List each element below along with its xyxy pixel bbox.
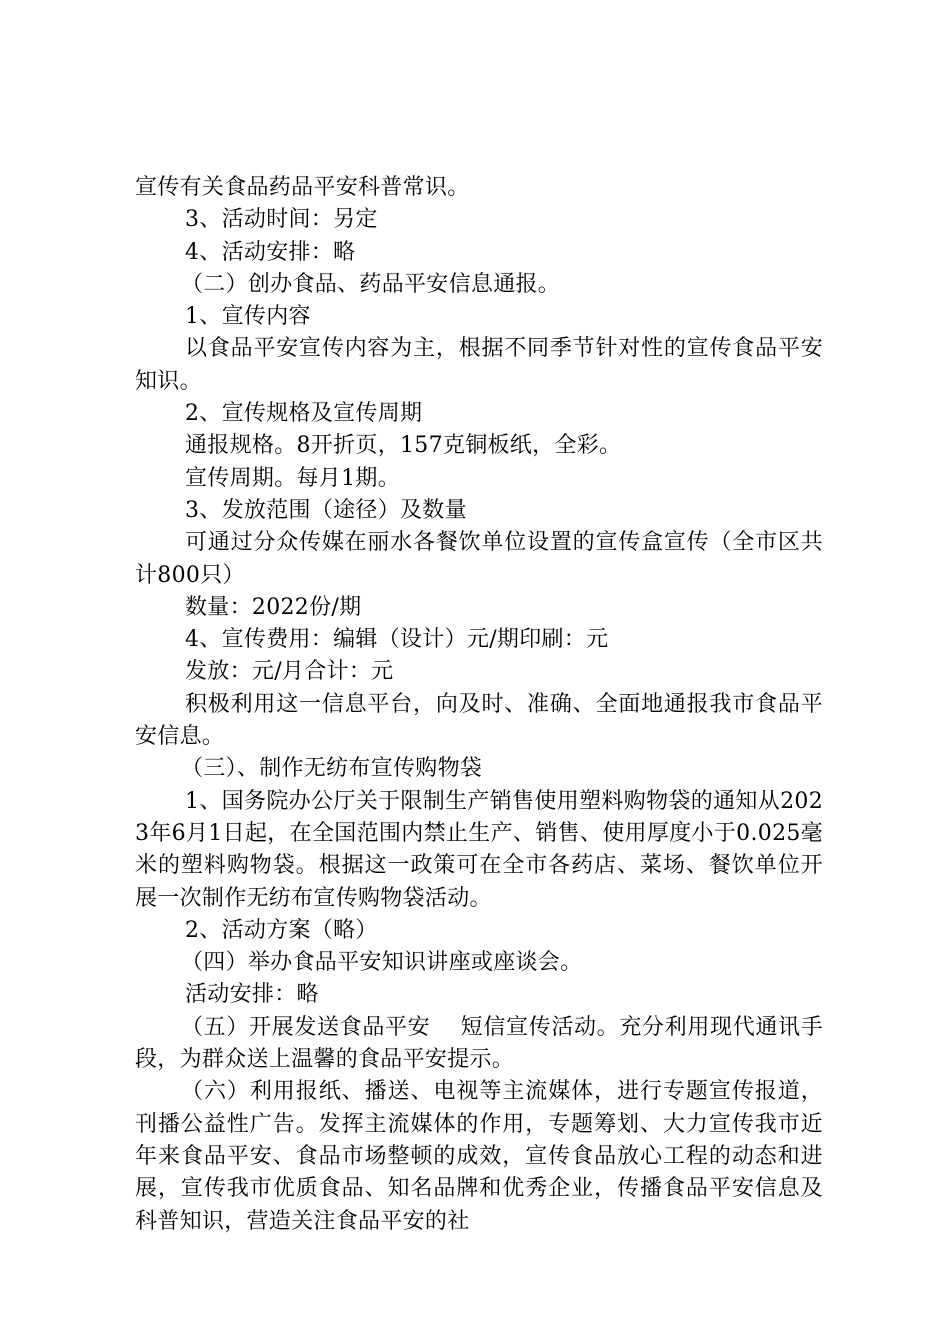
paragraph-quantity: 数量：2022份/期	[185, 594, 362, 620]
paragraph-section-6: （六）利用报纸、播送、电视等主流媒体，进行专题宣传报道，刊播公益性广告。发挥主流媒体的作用，专题筹划、大力宣传我市近年来食品平安、食品市场整顿的成效，宣传食品放心工程的动态和进展，宣传我市优质食品、知名品牌和优秀企业，传播食品平安信息及科普知识，营造关注食品平安的社	[135, 1079, 823, 1234]
paragraph-cost: 4、宣传费用：编辑（设计）元/期印刷：元	[185, 627, 609, 653]
paragraph-spec: 通报规格。8开折页，157克铜板纸，全彩。	[185, 433, 622, 459]
paragraph-period: 宣传周期。每月1期。	[185, 465, 400, 491]
paragraph-plastic-bag-notice: 1、国务院办公厅关于限制生产销售使用塑料购物袋的通知从2023年6月1日起，在全国范围内禁止生产、销售、使用厚度小于0.025毫米的塑料购物袋。根据这一政策可在全市各药店、菜场、餐饮单位开展一次制作无纺布宣传购物袋活动。	[135, 788, 823, 911]
paragraph-publicity-content-title: 1、宣传内容	[185, 304, 311, 330]
paragraph-activity-arrangement: 4、活动安排：略	[185, 239, 356, 265]
paragraph-section-5: （五）开展发送食品平安 短信宣传活动。充分利用现代通讯手段，为群众送上温馨的食品平安提示。	[135, 1014, 823, 1073]
paragraph-cost-total: 发放：元/月合计：元	[185, 659, 394, 685]
paragraph-continuation: 宣传有关食品药品平安科普常识。	[135, 175, 470, 200]
paragraph-distribution-title: 3、发放范围（途径）及数量	[185, 497, 467, 523]
document-body	[135, 172, 823, 1238]
paragraph-publicity-content: 以食品平安宣传内容为主，根据不同季节针对性的宣传食品平安知识。	[135, 336, 823, 394]
paragraph-info-platform: 积极利用这一信息平台，向及时、准确、全面地通报我市食品平安信息。	[135, 691, 823, 750]
paragraph-activity-time: 3、活动时间：另定	[185, 207, 378, 233]
paragraph-activity-arrangement-2: 活动安排：略	[185, 982, 319, 1008]
paragraph-activity-plan: 2、活动方案（略）	[185, 917, 378, 943]
paragraph-distribution: 可通过分众传媒在丽水各餐饮单位设置的宣传盒宣传（全市区共计800只）	[135, 530, 823, 588]
paragraph-spec-period-title: 2、宣传规格及宣传周期	[185, 401, 423, 427]
heading-section-2: （二）创办食品、药品平安信息通报。	[181, 271, 561, 297]
heading-section-4: （四）举办食品平安知识讲座或座谈会。	[181, 950, 583, 976]
heading-section-3: （三）、制作无纺布宣传购物袋	[181, 756, 483, 782]
